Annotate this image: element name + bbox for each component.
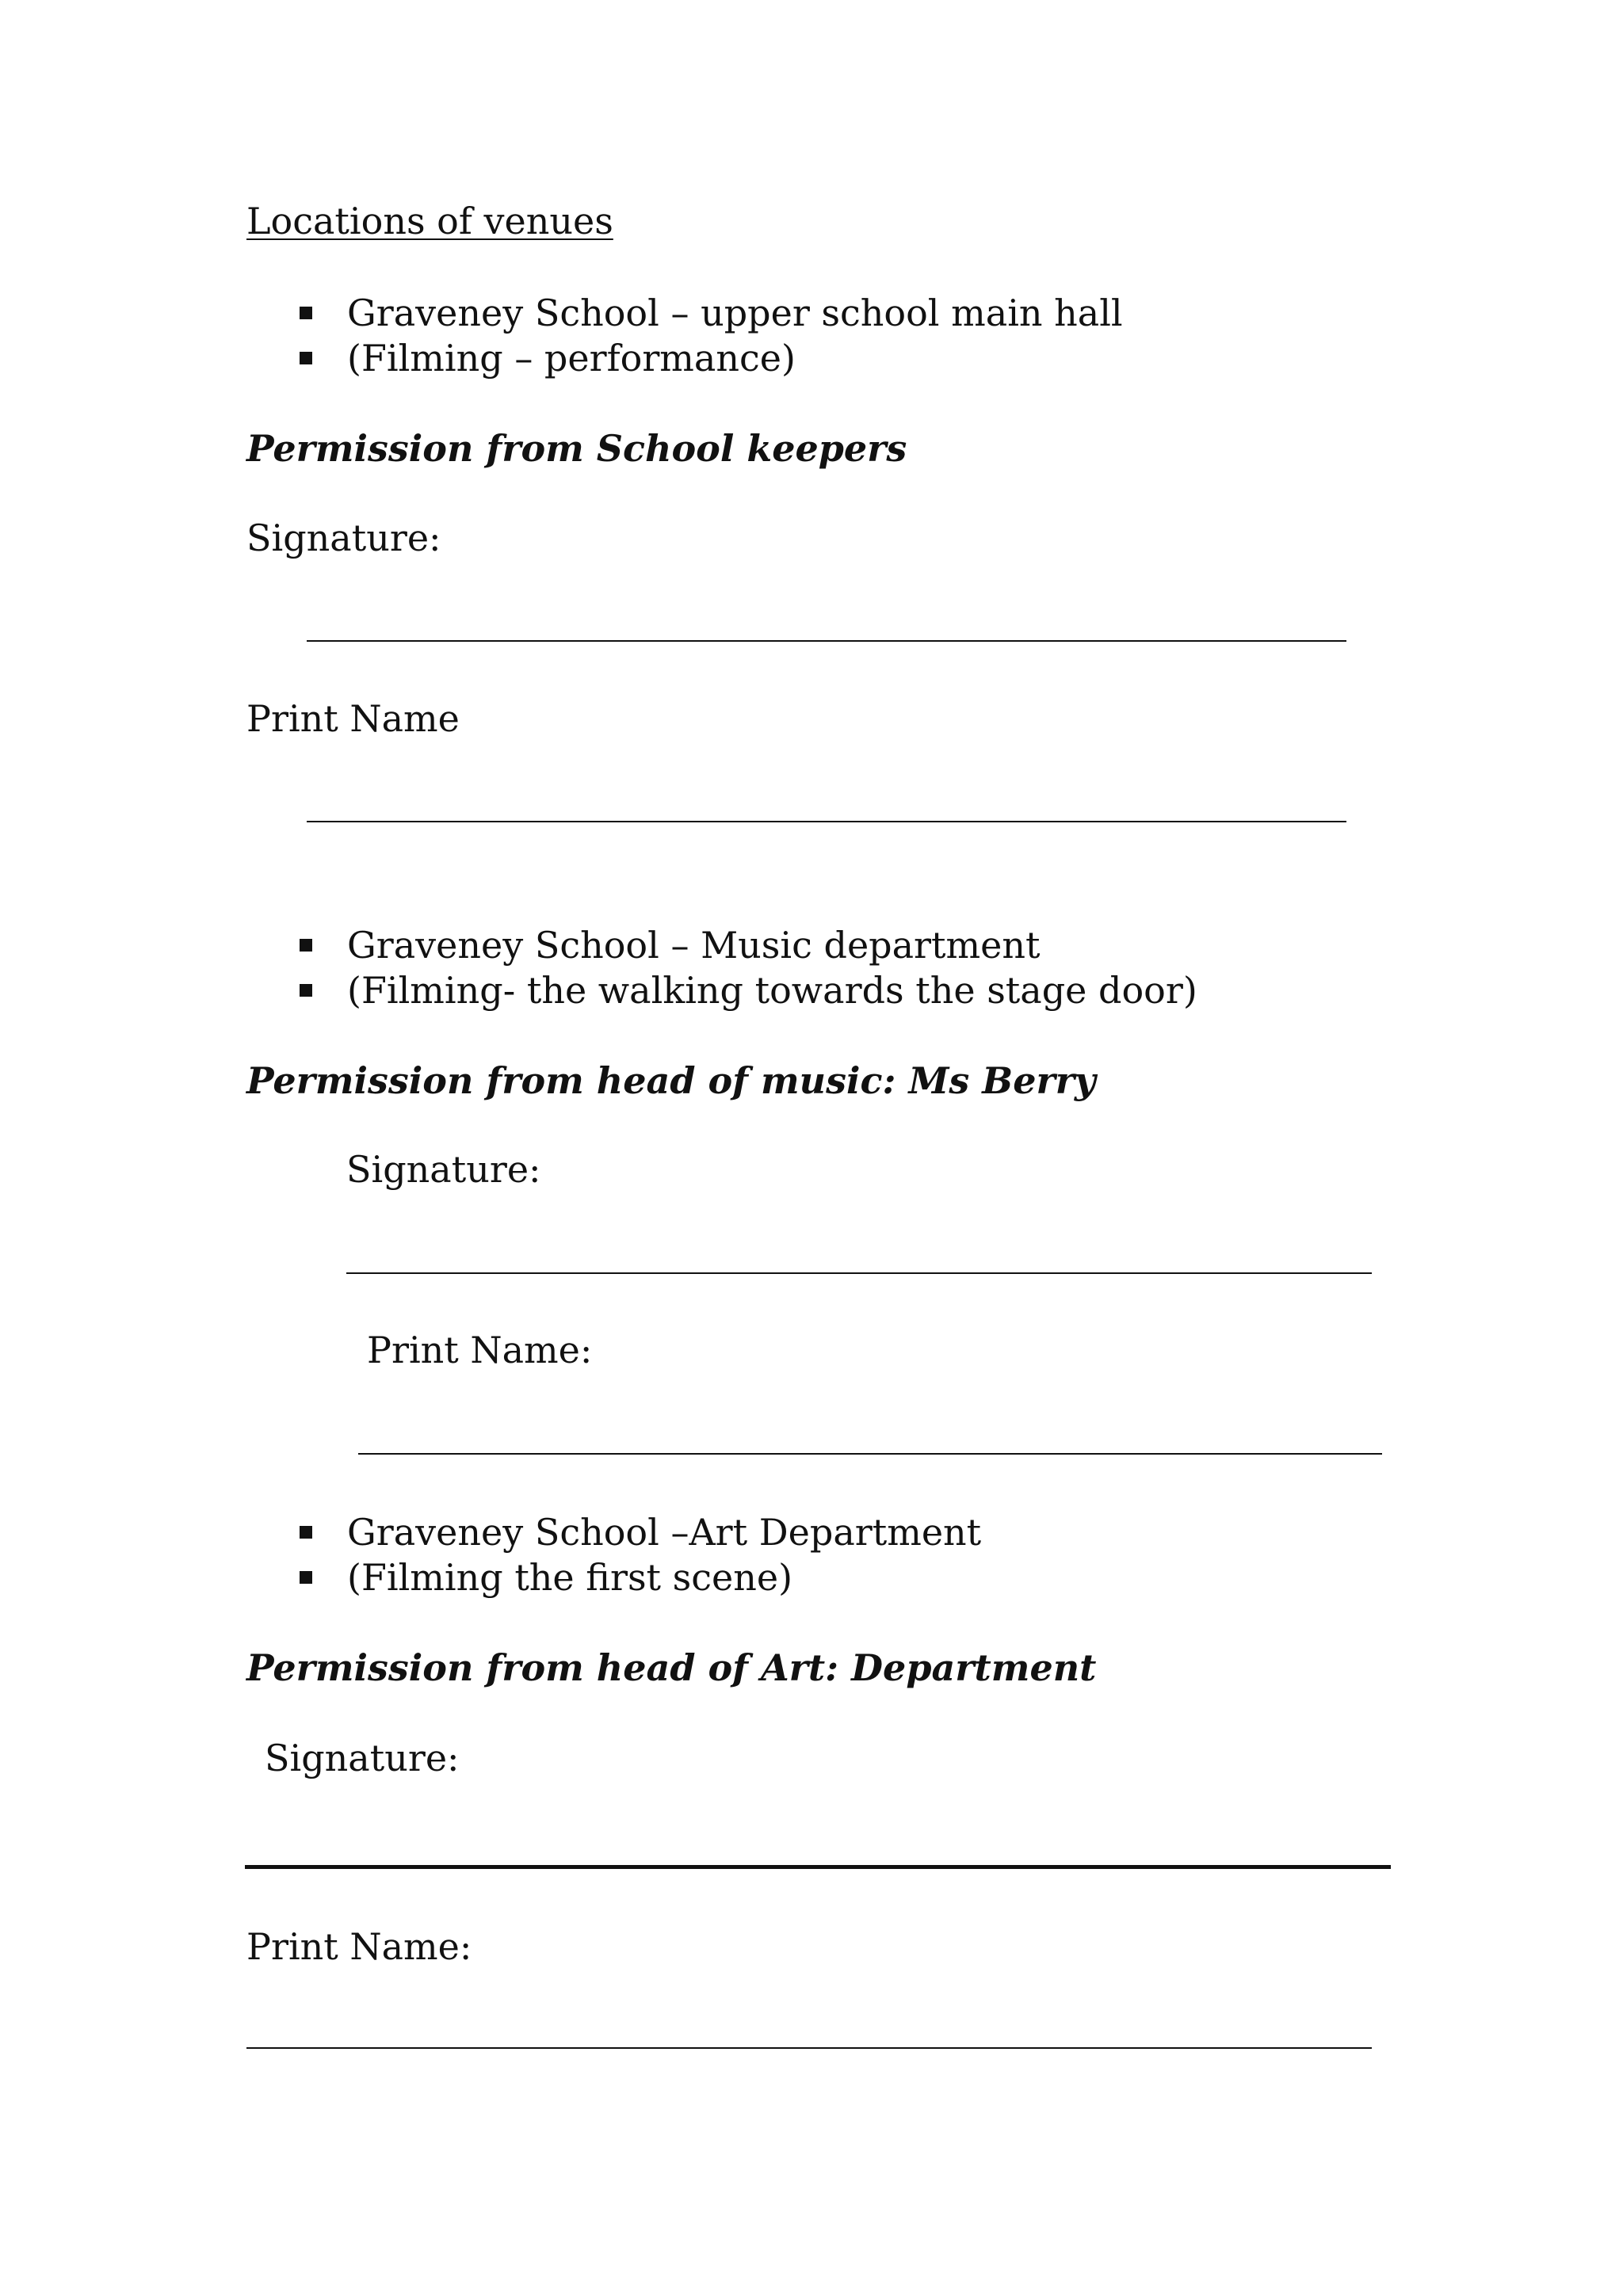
list-item	[300, 292, 1123, 334]
bullet-icon	[300, 1526, 312, 1539]
list-item	[300, 924, 1041, 967]
signature-label: Signature:	[265, 1737, 460, 1779]
permission-heading: Permission from head of music: Ms Berry	[246, 1059, 1096, 1102]
signature-line[interactable]	[245, 1865, 1391, 1869]
print-name-line[interactable]	[307, 821, 1346, 822]
print-name-label: Print Name	[246, 697, 460, 740]
venue-filming: (Filming – performance)	[347, 337, 796, 379]
bullet-icon	[300, 1571, 312, 1584]
print-name-label: Print Name:	[367, 1329, 593, 1371]
signature-line[interactable]	[346, 1272, 1372, 1274]
venue-location: Graveney School – Music department	[347, 924, 1041, 967]
bullet-icon	[300, 307, 312, 319]
permission-heading: Permission from School keepers	[246, 427, 907, 470]
section-title: Locations of venues	[246, 200, 613, 242]
print-name-label: Print Name:	[246, 1925, 472, 1968]
bullet-icon	[300, 352, 312, 364]
print-name-line[interactable]	[246, 2047, 1372, 2049]
list-item	[300, 1556, 793, 1599]
bullet-icon	[300, 984, 312, 997]
signature-line[interactable]	[307, 640, 1346, 642]
list-item	[300, 969, 1197, 1012]
bullet-icon	[300, 939, 312, 952]
signature-label: Signature:	[346, 1148, 541, 1191]
list-item	[300, 337, 796, 379]
venue-location: Graveney School – upper school main hall	[347, 292, 1123, 334]
venue-filming: (Filming- the walking towards the stage door)	[347, 969, 1197, 1012]
permission-heading: Permission from head of Art: Department	[246, 1646, 1097, 1689]
venue-filming: (Filming the first scene)	[347, 1556, 793, 1599]
print-name-line[interactable]	[358, 1453, 1382, 1455]
signature-label: Signature:	[246, 517, 441, 559]
venue-location: Graveney School –Art Department	[347, 1511, 982, 1554]
list-item	[300, 1511, 982, 1554]
